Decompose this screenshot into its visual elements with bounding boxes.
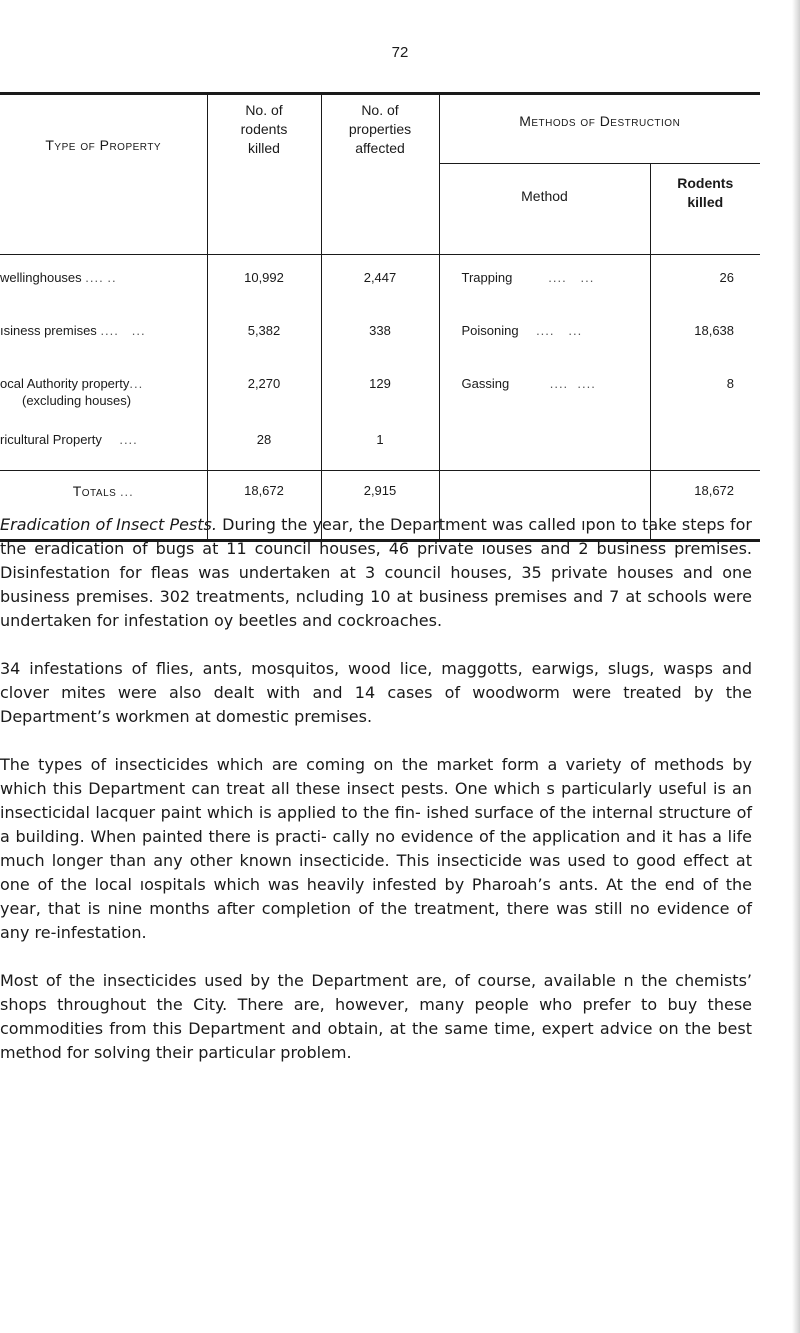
header-method-rodents-killed-line1: Rodents — [677, 175, 734, 191]
cell-type-text: ocal Authority property — [0, 376, 130, 391]
cell-rodents-killed: 10,992 — [207, 255, 321, 309]
cell-method — [439, 417, 650, 471]
table-row — [0, 417, 760, 471]
page-number: 72 — [391, 44, 409, 61]
totals-label-text: Totals — [72, 483, 117, 499]
totals-method-rodents-killed: 18,672 — [650, 471, 760, 540]
cell-rodents-killed: 2,270 — [207, 361, 321, 417]
header-type-of-property: Type of Property — [45, 137, 162, 153]
header-method-rodents-killed-line2: killed — [687, 194, 724, 210]
cell-rodents-killed: 28 — [207, 417, 321, 471]
paragraph-insect-eradication-body: During the year, the Department was called ıpon to take steps for the eradication of bugs at 11 council houses, 46 private ıouses and 2 business premises. Disinfestation for fleas was undertaken at 3 council houses, 35 private houses and one business premises. 302 treatments, ncluding 10 at business premises and 7 at schools were undertaken for infestation oy beetles and cockroaches. — [0, 515, 753, 630]
header-methods-of-destruction: Methods of Destruction — [439, 95, 760, 164]
header-properties-affected-line2: properties — [348, 121, 412, 137]
cell-method: Poisoning .... ... — [439, 308, 650, 361]
cell-type-text: ısiness premises — [0, 323, 97, 338]
cell-method: Gassing .... .... — [439, 361, 650, 417]
cell-type: ricultural Property .... — [0, 432, 138, 447]
cell-method-text: Poisoning — [461, 323, 519, 338]
table-row — [0, 255, 760, 309]
cell-type: wellinghouses .... .. — [0, 255, 207, 309]
rodent-destruction-table — [0, 92, 760, 542]
header-properties-affected — [321, 95, 439, 255]
cell-type: ocal Authority property... (excluding houses) — [0, 361, 207, 417]
paragraph-insecticides: The types of insecticides which are coming on the market form a variety of methods by which this Department can treat all these insect pests. One which s particularly useful is an insecticidal lacquer paint which is applied to the fin- ished surface of the internal structure of a building. When painted there is practi- cally no evidence of the application and it has a life much longer than any other known insecticide. This insecticide was used to good effect at one of the local ıospitals which was heavily infested by Pharoah’s ants. At the end of the year, that is nine months after completion of the treatment, there was still no evidence of any re-infestation. — [0, 755, 752, 942]
totals-label: Totals ... — [0, 471, 207, 540]
paragraph-other-infestations: 34 infestations of flies, ants, mosquitos, wood lice, maggotts, earwigs, slugs, wasps and clover mites were also dealt with and 14 cases of woodworm were treated by the Department’s workmen at domestic premises. — [0, 659, 752, 726]
header-method-rodents-killed — [650, 164, 760, 255]
table-row — [0, 308, 760, 361]
table — [0, 95, 760, 539]
header-rodents-killed-line1: No. of — [245, 102, 283, 118]
header-properties-affected-line1: No. of — [361, 102, 399, 118]
paragraph-chemists: Most of the insecticides used by the Department are, of course, available n the chemists’ shops throughout the City. There are, however, many people who prefer to buy these commodities from this Department and obtain, at the same time, expert advice on the best method for solving their particular problem. — [0, 971, 752, 1062]
totals-rodents-killed: 18,672 — [207, 471, 321, 540]
cell-method-rodents-killed: 26 — [650, 255, 760, 309]
body-text — [0, 513, 752, 1089]
header-rodents-killed-line2: rodents — [240, 121, 288, 137]
table-header-row — [0, 95, 760, 164]
totals-properties-affected: 2,915 — [321, 471, 439, 540]
cell-properties-affected: 1 — [321, 417, 439, 471]
cell-properties-affected: 2,447 — [321, 255, 439, 309]
header-rodents-killed-line3: killed — [248, 140, 280, 156]
cell-type-text: wellinghouses — [0, 270, 82, 285]
header-properties-affected-line3: affected — [355, 140, 405, 156]
paragraph-heading: Eradication of Insect Pests. — [0, 515, 217, 534]
header-method: Method — [439, 164, 650, 255]
cell-method-rodents-killed: 18,638 — [650, 308, 760, 361]
cell-rodents-killed: 5,382 — [207, 308, 321, 361]
cell-method: Trapping .... ... — [439, 255, 650, 309]
cell-properties-affected: 338 — [321, 308, 439, 361]
cell-type-text: ricultural Property — [0, 432, 102, 447]
cell-method-text: Trapping — [461, 270, 513, 285]
table-row — [0, 361, 760, 417]
cell-method-rodents-killed: 8 — [650, 361, 760, 417]
header-rodents-killed — [207, 95, 321, 255]
page-edge-shadow — [792, 0, 800, 1333]
cell-method-text: Gassing — [461, 376, 510, 391]
cell-method-rodents-killed — [650, 417, 760, 471]
cell-properties-affected: 129 — [321, 361, 439, 417]
paragraph-insect-eradication — [0, 513, 752, 633]
cell-type-subtext: (excluding houses) — [22, 393, 132, 408]
cell-type: ısiness premises .... ... — [0, 323, 146, 338]
